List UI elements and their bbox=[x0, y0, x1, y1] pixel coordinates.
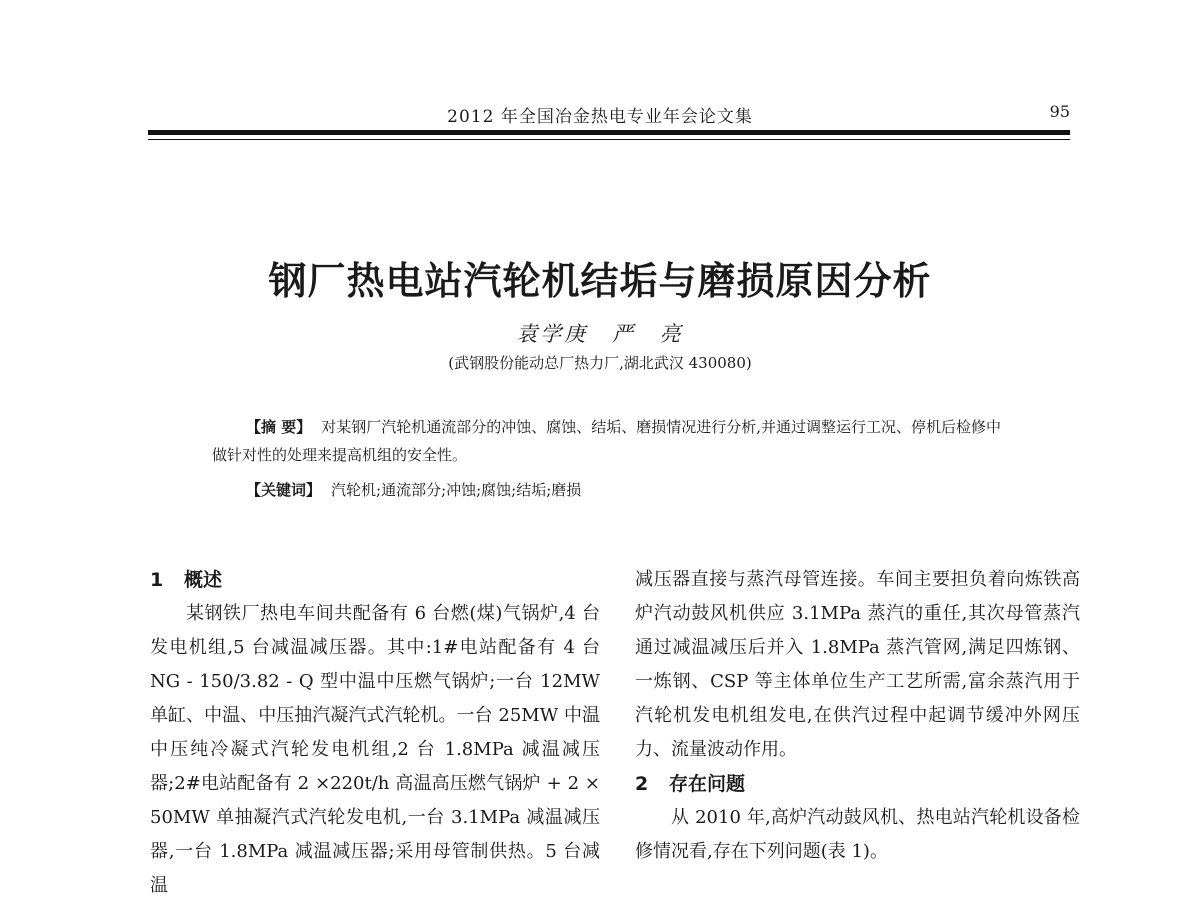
header-rule-thick bbox=[148, 130, 1070, 135]
affiliation: (武钢股份能动总厂热力厂,湖北武汉 430080) bbox=[448, 354, 752, 372]
abstract bbox=[212, 413, 1012, 469]
section-2-heading bbox=[635, 767, 1080, 801]
section-1-body: 某钢铁厂热电车间共配备有 6 台燃(煤)气锅炉,4 台发电机组,5 台减温减压器。其中:1#电站配备有 4 台 NG - 150/3.82 - Q 型中温中压燃气锅炉;一台 12MW 单缸、中温、中压抽汽凝汽式汽轮机。一台 25MW 中温中压纯冷凝式汽轮发电机组,2 台 1.8MPa 减温减压器;2#电站配备有 2 ×220t/h 高温高压燃气锅炉 + 2 × 50MW 单抽凝汽式汽轮发电机,一台 3.1MPa 减温减压器,一台 1.8MPa 减温减压器;采用母管制供热。5 台减温 bbox=[150, 603, 600, 896]
right-column bbox=[635, 563, 1080, 869]
abstract-text: 对某钢厂汽轮机通流部分的冲蚀、腐蚀、结垢、磨损情况进行分析,并通过调整运行工况、停机后检修中做针对性的处理来提高机组的安全性。 bbox=[212, 418, 1002, 464]
abstract-label: 【摘 要】 bbox=[246, 418, 312, 436]
paper-title: 钢厂热电站汽轮机结垢与磨损原因分析 bbox=[268, 258, 932, 304]
section-1-number: 1 bbox=[150, 569, 164, 591]
section-1-continuation: 减压器直接与蒸汽母管连接。车间主要担负着向炼铁高炉汽动鼓风机供应 3.1MPa 蒸汽的重任,其次母管蒸汽通过减温减压后并入 1.8MPa 蒸汽管网,满足四炼钢、一炼钢、CSP 等主体单位生产工艺所需,富余蒸汽用于汽轮机发电机组发电,在供汽过程中起调节缓冲外网压力、流量波动作用。 bbox=[635, 569, 1080, 760]
keywords bbox=[246, 477, 1006, 503]
section-2-body: 从 2010 年,高炉汽动鼓风机、热电站汽轮机设备检修情况看,存在下列问题(表 1)。 bbox=[635, 807, 1080, 862]
running-header bbox=[0, 100, 1200, 130]
keywords-text: 汽轮机;通流部分;冲蚀;腐蚀;结垢;磨损 bbox=[331, 481, 582, 499]
authors: 袁学庚 严 亮 bbox=[516, 322, 684, 346]
page-number: 95 bbox=[1049, 102, 1070, 121]
journal-name: 2012 年全国冶金热电专业年会论文集 bbox=[447, 107, 753, 127]
left-column bbox=[150, 563, 600, 903]
header-rule-thin bbox=[148, 139, 1070, 140]
section-2-title: 存在问题 bbox=[669, 773, 746, 795]
keywords-label: 【关键词】 bbox=[246, 481, 322, 499]
section-1-heading bbox=[150, 563, 600, 597]
section-1-title: 概述 bbox=[184, 569, 223, 591]
section-2-number: 2 bbox=[635, 773, 649, 795]
